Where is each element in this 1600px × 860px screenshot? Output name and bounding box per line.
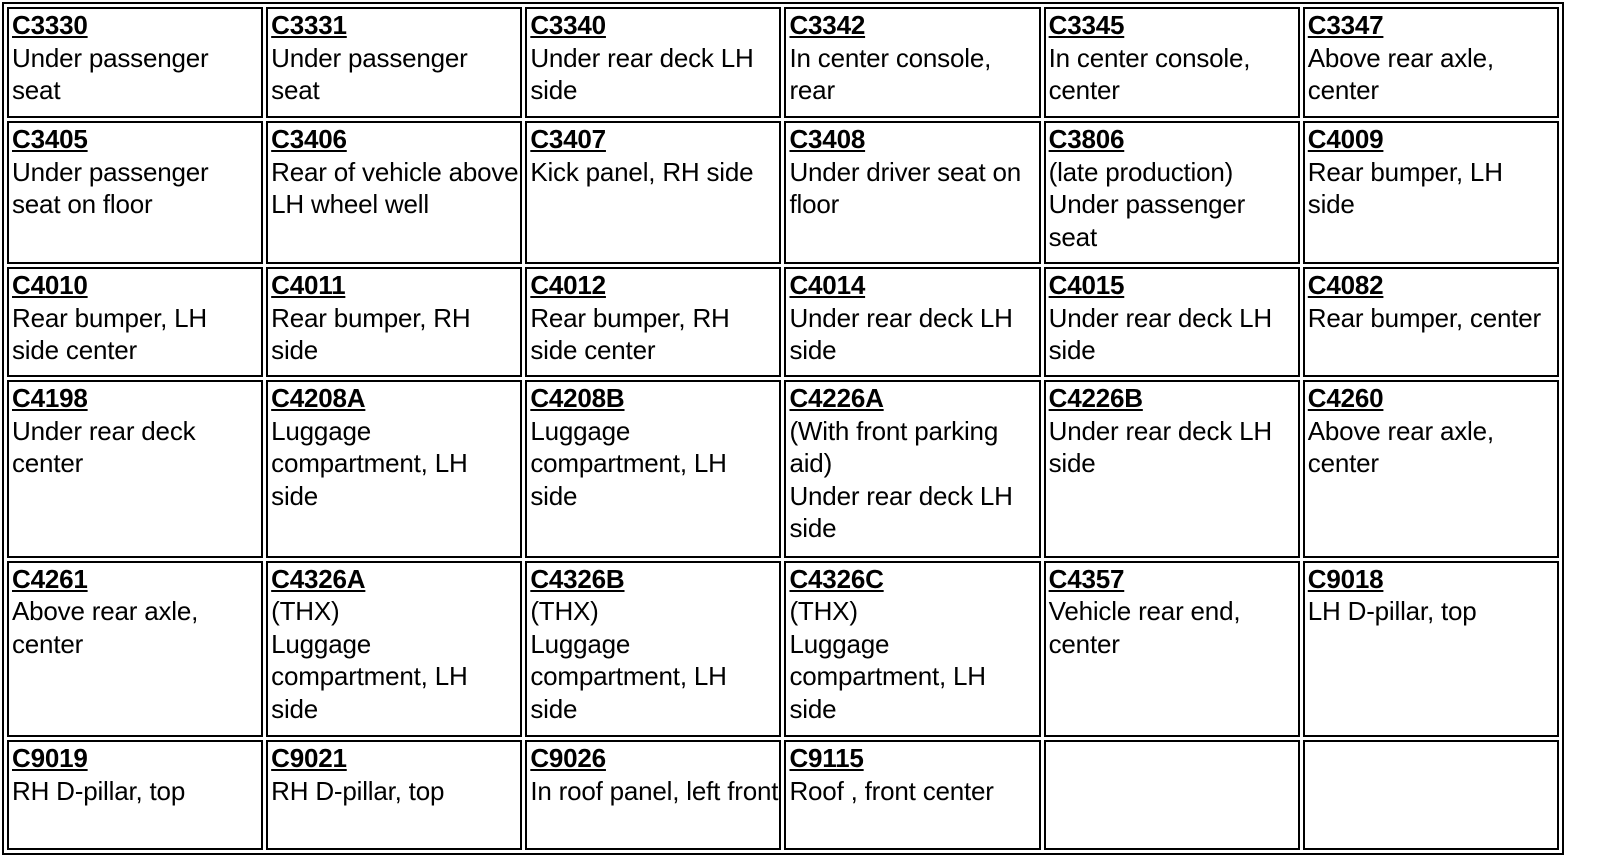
connector-location-text: Rear bumper, center <box>1307 302 1541 333</box>
connector-code-link[interactable]: C4082 <box>1307 270 1384 301</box>
table-row <box>7 740 1559 850</box>
connector-location-text: (THX) <box>530 596 599 627</box>
empty-cell <box>1044 740 1300 850</box>
connector-code-link[interactable]: C4010 <box>12 270 88 301</box>
connector-code-link[interactable]: C9021 <box>271 743 347 773</box>
connector-code-link[interactable]: C4260 <box>1307 383 1384 414</box>
connector-location-text: Rear bumper, RH side center <box>530 302 730 366</box>
connector-code-link[interactable]: C4015 <box>1048 270 1125 301</box>
connector-location-text: Under rear deck LH side <box>789 302 1013 366</box>
connector-cell <box>525 7 781 118</box>
connector-code-link[interactable]: C3342 <box>789 10 866 40</box>
connector-cell <box>525 561 781 737</box>
connector-code-link[interactable]: C4226A <box>789 383 884 414</box>
connector-location-text: In center console, center <box>1048 42 1251 105</box>
connector-code-link[interactable]: C4011 <box>271 270 346 301</box>
connector-location-text: Vehicle rear end, center <box>1048 596 1241 659</box>
connector-location-text: Rear bumper, RH side <box>271 302 471 366</box>
connector-cell <box>784 740 1040 850</box>
connector-cell <box>266 740 522 850</box>
connector-cell <box>784 561 1040 737</box>
connector-cell <box>7 380 263 557</box>
connector-code-link[interactable]: C4208A <box>271 383 366 414</box>
connector-code-link[interactable]: C3406 <box>271 124 347 155</box>
connector-location-text: Luggage compartment, LH side <box>530 415 727 511</box>
connector-location-text: Luggage compartment, LH side <box>271 628 468 724</box>
connector-location-text: Under driver seat on floor <box>789 156 1022 220</box>
connector-location-table-frame <box>2 2 1564 855</box>
connector-code-link[interactable]: C3345 <box>1048 10 1125 40</box>
connector-code-link[interactable]: C4357 <box>1048 563 1125 594</box>
connector-location-text: RH D-pillar, top <box>12 775 186 806</box>
connector-cell <box>525 740 781 850</box>
connector-location-text: Under rear deck LH side <box>530 42 754 105</box>
empty-cell <box>1303 740 1559 850</box>
connector-location-text: (With front parking aid) <box>789 415 999 479</box>
connector-location-text: Luggage compartment, LH side <box>271 415 468 511</box>
connector-location-text: (THX) <box>789 596 858 627</box>
connector-cell <box>784 267 1040 377</box>
connector-cell <box>1303 267 1559 377</box>
connector-location-text: RH D-pillar, top <box>271 775 445 806</box>
connector-location-text: Under passenger seat <box>271 42 468 105</box>
connector-code-link[interactable]: C4261 <box>12 563 88 594</box>
connector-cell <box>266 267 522 377</box>
connector-code-link[interactable]: C4208B <box>530 383 625 414</box>
connector-cell <box>1044 561 1300 737</box>
connector-cell <box>266 7 522 118</box>
connector-cell <box>7 561 263 737</box>
connector-location-text: Luggage compartment, LH side <box>789 628 986 724</box>
connector-code-link[interactable]: C4014 <box>789 270 866 301</box>
connector-code-link[interactable]: C4198 <box>12 383 88 414</box>
connector-location-text: (late production) <box>1048 156 1234 187</box>
table-row <box>7 267 1559 377</box>
connector-code-link[interactable]: C3330 <box>12 10 88 40</box>
connector-cell <box>1044 7 1300 118</box>
connector-cell <box>525 380 781 557</box>
connector-code-link[interactable]: C3806 <box>1048 124 1125 155</box>
connector-location-text: Under rear deck LH side <box>1048 302 1272 366</box>
connector-location-text: In roof panel, left front <box>530 775 779 806</box>
connector-code-link[interactable]: C9018 <box>1307 563 1384 594</box>
connector-code-link[interactable]: C4009 <box>1307 124 1384 155</box>
connector-cell <box>1044 267 1300 377</box>
connector-code-link[interactable]: C9115 <box>789 743 864 773</box>
connector-code-link[interactable]: C4326B <box>530 563 625 594</box>
connector-location-text: Above rear axle, center <box>1307 42 1494 105</box>
connector-cell <box>1044 121 1300 264</box>
connector-cell <box>266 121 522 264</box>
table-row <box>7 561 1559 737</box>
connector-location-text: Kick panel, RH side <box>530 156 754 187</box>
connector-code-link[interactable]: C4012 <box>530 270 606 301</box>
connector-code-link[interactable]: C3340 <box>530 10 606 40</box>
table-row <box>7 7 1559 118</box>
connector-cell <box>1303 561 1559 737</box>
connector-location-text: Under passenger seat on floor <box>12 156 209 220</box>
connector-location-text: Under rear deck center <box>12 415 196 479</box>
table-row <box>7 380 1559 557</box>
connector-cell <box>7 740 263 850</box>
connector-cell <box>1044 380 1300 557</box>
connector-code-link[interactable]: C4326A <box>271 563 366 594</box>
table-row <box>7 121 1559 264</box>
connector-location-text: Rear bumper, LH side center <box>12 302 207 366</box>
connector-location-text: Above rear axle, center <box>12 596 199 659</box>
connector-cell <box>1303 380 1559 557</box>
connector-cell <box>7 121 263 264</box>
connector-location-text: Luggage compartment, LH side <box>530 628 727 724</box>
connector-code-link[interactable]: C3331 <box>271 10 347 40</box>
connector-code-link[interactable]: C9019 <box>12 743 88 773</box>
connector-cell <box>525 121 781 264</box>
connector-code-link[interactable]: C3347 <box>1307 10 1384 40</box>
connector-location-text: Under rear deck LH side <box>789 480 1013 544</box>
connector-cell <box>266 561 522 737</box>
connector-cell <box>784 7 1040 118</box>
connector-cell <box>7 7 263 118</box>
connector-code-link[interactable]: C9026 <box>530 743 606 773</box>
connector-location-text: Under passenger seat <box>12 42 209 105</box>
connector-location-text: LH D-pillar, top <box>1307 596 1477 627</box>
connector-cell <box>525 267 781 377</box>
connector-cell <box>784 380 1040 557</box>
connector-code-link[interactable]: C3408 <box>789 124 866 155</box>
connector-location-table <box>4 4 1562 853</box>
connector-location-text: Rear of vehicle above LH wheel well <box>271 156 519 220</box>
connector-location-text: Roof , front center <box>789 775 994 806</box>
connector-cell <box>784 121 1040 264</box>
connector-cell <box>1303 7 1559 118</box>
connector-location-text: Under passenger seat <box>1048 189 1246 252</box>
connector-code-link[interactable]: C4226B <box>1048 383 1143 414</box>
connector-location-text: Above rear axle, center <box>1307 415 1494 479</box>
connector-cell <box>266 380 522 557</box>
connector-code-link[interactable]: C3407 <box>530 124 606 155</box>
connector-location-text: Rear bumper, LH side <box>1307 156 1503 220</box>
connector-location-text: Under rear deck LH side <box>1048 415 1272 479</box>
connector-cell <box>7 267 263 377</box>
connector-location-text: In center console, rear <box>789 42 992 105</box>
connector-cell <box>1303 121 1559 264</box>
connector-location-text: (THX) <box>271 596 340 627</box>
connector-code-link[interactable]: C4326C <box>789 563 884 594</box>
connector-code-link[interactable]: C3405 <box>12 124 88 155</box>
